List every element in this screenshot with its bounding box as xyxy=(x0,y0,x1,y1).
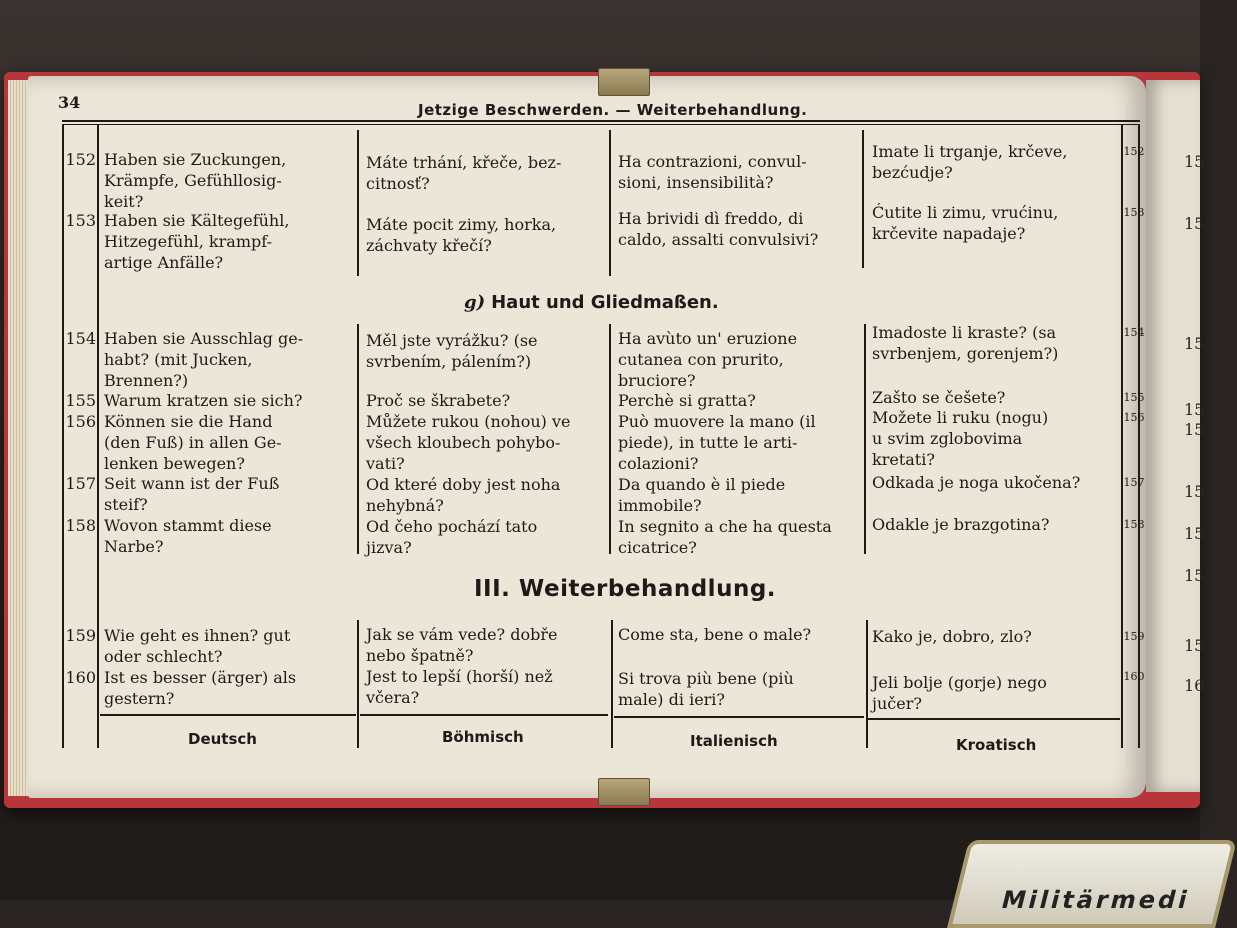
cell-kroatisch: Zašto se češete? xyxy=(872,388,1006,407)
footer-label-italienisch: Italienisch xyxy=(690,732,778,750)
column-rule xyxy=(862,130,864,268)
column-rule-number xyxy=(97,124,99,748)
row-number-right: 152 xyxy=(1123,145,1145,158)
cell-italienisch: Ha contrazioni, convul- sioni, insensibilità? xyxy=(618,152,807,192)
section-main-heading: III. Weiterbehandlung. xyxy=(474,576,777,602)
column-rule xyxy=(864,324,866,554)
cell-deutsch: Wie geht es ihnen? gut oder schlecht? xyxy=(104,626,291,666)
cell-deutsch: Haben sie Kältegefühl, Hitzegefühl, krampf- artige Anfälle? xyxy=(104,211,290,272)
cell-italienisch: Perchè si gratta? xyxy=(618,391,756,410)
cell-italienisch: Può muovere la mano (il piede), in tutte le arti- colazioni? xyxy=(618,412,816,473)
next-page-number: 15 xyxy=(1184,420,1205,439)
cell-kroatisch: Imate li trganje, krčeve, bezćudje? xyxy=(872,142,1068,182)
section-title: Haut und Gliedmaßen. xyxy=(491,292,719,313)
cell-deutsch: Warum kratzen sie sich? xyxy=(104,391,303,410)
cell-deutsch: Können sie die Hand (den Fuß) in allen Ge- lenken bewegen? xyxy=(104,412,282,473)
cell-kroatisch: Odakle je brazgotina? xyxy=(872,515,1050,534)
cell-kroatisch: Ćutite li zimu, vrućinu, krčevite napadaje? xyxy=(872,203,1059,243)
cell-italienisch: Da quando è il piede immobile? xyxy=(618,475,786,515)
cell-kroatisch: Kako je, dobro, zlo? xyxy=(872,627,1032,646)
cell-bohmisch: Od čeho pochází tato jizva? xyxy=(366,517,538,557)
cell-italienisch: Si trova più bene (più male) di ieri? xyxy=(618,669,794,709)
row-number-right: 153 xyxy=(1123,206,1145,219)
column-rule xyxy=(609,130,611,276)
cell-italienisch: In segnito a che ha questa cicatrice? xyxy=(618,517,832,557)
row-number-right: 157 xyxy=(1123,476,1145,489)
row-number: 152 xyxy=(65,150,96,169)
footer-label-bohmisch: Böhmisch xyxy=(442,728,524,746)
cell-kroatisch: Jeli bolje (gorje) nego jučer? xyxy=(872,673,1047,713)
cell-italienisch: Come sta, bene o male? xyxy=(618,625,812,644)
section-letter: g) xyxy=(464,292,486,313)
row-number: 155 xyxy=(65,391,96,410)
next-page-number: 15 xyxy=(1184,524,1205,543)
footer-rule xyxy=(100,714,356,716)
row-number-right: 159 xyxy=(1123,630,1145,643)
row-number-right: 156 xyxy=(1123,411,1145,424)
column-rule xyxy=(357,620,359,748)
cell-deutsch: Haben sie Zuckungen, Krämpfe, Gefühllosig- keit? xyxy=(104,150,287,211)
cell-deutsch: Haben sie Ausschlag ge- habt? (mit Jucken, Brennen?) xyxy=(104,329,304,390)
running-head: Jetzige Beschwerden. — Weiterbehandlung. xyxy=(418,101,808,119)
cell-bohmisch: Od které doby jest noha nehybná? xyxy=(366,475,561,515)
footer-rule xyxy=(614,716,864,718)
column-rule xyxy=(609,324,611,554)
row-number-right: 158 xyxy=(1123,518,1145,531)
section-subheading xyxy=(464,292,719,313)
column-rule xyxy=(357,324,359,554)
cell-bohmisch: Jest to lepší (horší) než včera? xyxy=(366,667,553,707)
next-page-number: 16 xyxy=(1184,676,1205,695)
cell-kroatisch: Možete li ruku (nogu) u svim zglobovima kretati? xyxy=(872,408,1049,469)
table-top-rule-thin xyxy=(62,124,1140,125)
column-rule xyxy=(611,620,613,748)
row-number: 160 xyxy=(65,668,96,687)
row-number: 154 xyxy=(65,329,96,348)
row-number: 159 xyxy=(65,626,96,645)
next-page-number: 15 xyxy=(1184,636,1205,655)
cell-italienisch: Ha avùto un' eruzione cutanea con prurito, bruciore? xyxy=(618,329,798,390)
row-number: 156 xyxy=(65,412,96,431)
row-number-right: 154 xyxy=(1123,326,1145,339)
cell-kroatisch: Imadoste li kraste? (sa svrbenjem, gorenjem?) xyxy=(872,323,1059,363)
cell-deutsch: Ist es besser (ärger) als gestern? xyxy=(104,668,297,708)
footer-label-deutsch: Deutsch xyxy=(188,730,257,748)
next-page-number: 15 xyxy=(1184,482,1205,501)
next-page xyxy=(1146,80,1205,792)
cell-italienisch: Ha brividi dì freddo, di caldo, assalti convulsivi? xyxy=(618,209,819,249)
cell-bohmisch: Máte trhání, křeče, bez- citnosť? xyxy=(366,153,562,193)
cell-deutsch: Wovon stammt diese Narbe? xyxy=(104,516,272,556)
table-top-rule xyxy=(62,120,1140,122)
cell-deutsch: Seit wann ist der Fuß steif? xyxy=(104,474,280,514)
museum-plaque xyxy=(947,840,1237,928)
next-page-number: 15 xyxy=(1184,400,1205,419)
next-page-number: 15 xyxy=(1184,214,1205,233)
cell-bohmisch: Jak se vám vede? dobře nebo špatně? xyxy=(366,625,558,665)
row-number: 158 xyxy=(65,516,96,535)
footer-label-kroatisch: Kroatisch xyxy=(956,736,1037,754)
footer-rule xyxy=(360,714,608,716)
column-rule xyxy=(866,620,868,748)
row-number-right: 160 xyxy=(1123,670,1145,683)
row-number-right: 155 xyxy=(1123,391,1145,404)
next-page-number: 15 xyxy=(1184,334,1205,353)
cell-bohmisch: Měl jste vyrážku? (se svrbením, pálením?) xyxy=(366,331,538,371)
cell-bohmisch: Můžete rukou (nohou) ve všech kloubech pohybo- vati? xyxy=(366,412,571,473)
cell-kroatisch: Odkada je noga ukočena? xyxy=(872,473,1081,492)
row-number: 153 xyxy=(65,211,96,230)
page-clip-bottom xyxy=(598,778,650,806)
cell-bohmisch: Proč se škrabete? xyxy=(366,391,511,410)
footer-rule xyxy=(868,718,1120,720)
row-number: 157 xyxy=(65,474,96,493)
next-page-number: 15 xyxy=(1184,566,1205,585)
page-number: 34 xyxy=(58,93,81,112)
cell-bohmisch: Máte pocit zimy, horka, záchvaty křečí? xyxy=(366,215,557,255)
next-page-number: 15 xyxy=(1184,152,1205,171)
page-clip-top xyxy=(598,68,650,96)
column-rule xyxy=(357,130,359,276)
plaque-text: Militärmedi xyxy=(998,886,1194,914)
